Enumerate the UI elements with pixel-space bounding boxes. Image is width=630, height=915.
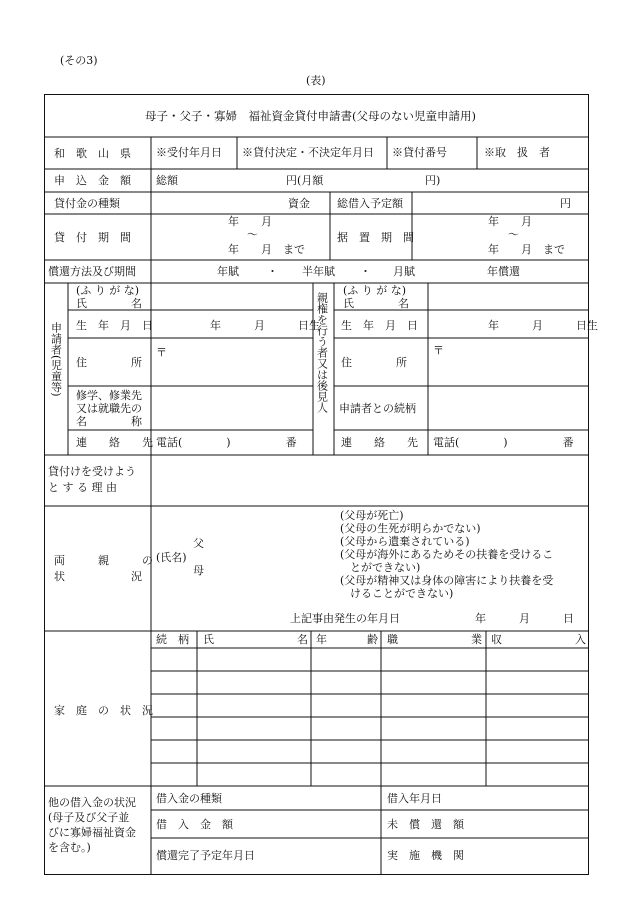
repay-method-label: 償還方法及び期間 [48,265,136,278]
guardian-birth-value: 年 月 日生 [488,319,598,332]
other-loans-label-2: (母子及び父子並 [48,811,130,824]
cause-unknown: (父母の生死が明らかでない) [340,522,481,535]
monthly-option: 月賦 [393,265,415,278]
loan-kind-label: 借入金の種類 [156,792,222,805]
occurrence-date-value: 年 月 日 [475,612,574,625]
prefecture-label: 和 歌 山 県 [54,147,131,160]
deferment-label: 据 置 期 間 [337,231,414,244]
handler-label: ※取 扱 者 [484,146,550,159]
dot-separator: ・ [360,265,371,278]
loan-type-label: 貸付金の種類 [54,197,120,210]
applicant-birth-label: 生 年 月 日 [76,319,153,332]
other-loans-label-4: を含む。) [48,841,91,854]
cause-disability-cont: けることができない) [350,587,454,600]
apply-amount-label: 申 込 金 額 [54,174,131,187]
form-number: (その3) [60,54,98,67]
family-header-name-1: 氏 [203,633,214,646]
defer-tilde: 〜 [508,228,519,241]
fund-label: 資金 [288,197,310,210]
received-date-label: ※受付年月日 [156,146,222,159]
family-header-age-1: 年 [316,633,327,646]
applicant-address-label: 住 所 [76,356,142,369]
applicant-name-label: 氏 名 [76,297,142,310]
parent-name-label: (氏名) [156,551,187,564]
school-label-2: 又は就職先の [76,402,142,415]
unpaid-amount-label: 未 償 還 額 [387,818,464,831]
loan-amount-label: 借 入 金 額 [156,818,233,831]
monthly-amount-label: 円(月額 [286,174,324,187]
other-loans-label-1: 他の借入金の状況 [48,796,136,809]
family-header-age-2: 齢 [367,633,378,646]
reason-label-1: 貸付けを受けよう [48,465,136,478]
defer-start: 年 月 [488,215,532,228]
total-amount-label: 総額 [156,174,178,187]
family-label: 家 庭 の 状 況 [54,704,153,717]
form-border [44,94,589,875]
planned-total-label: 総借入予定額 [337,197,403,210]
cause-abandoned: (父母から遺棄されている) [340,535,470,548]
family-header-income-1: 収 [491,633,502,646]
cause-overseas-cont: とができない) [350,561,421,574]
family-header-income-2: 入 [575,633,586,646]
applicant-furigana-label: (ふ り が な) [76,284,140,297]
relation-label: 申請者との続柄 [339,402,416,415]
period-end: 年 月 まで [228,243,305,256]
annual-option: 年賦 [217,265,239,278]
family-header-name-2: 名 [297,633,308,646]
yen-label: 円 [560,197,571,210]
form-title: 母子・父子・寡婦 福祉資金貸付申請書(父母のない児童申請用) [145,109,476,123]
applicant-contact-label: 連 絡 先 [76,436,153,449]
defer-end: 年 月 まで [488,243,565,256]
guardian-name-label: 氏 名 [343,297,409,310]
guardian-furigana-label: (ふ り が な) [343,284,407,297]
guardian-birth-label: 生 年 月 日 [341,319,418,332]
guardian-phone-label: 電話( ) 番 [433,436,574,449]
loan-period-label: 貸 付 期 間 [54,231,131,244]
father-label: 父 [193,537,204,550]
applicant-phone-label: 電話( ) 番 [156,436,297,449]
guardian-postal-mark: 〒 [433,344,444,357]
parents-label-2: 状 況 [54,570,142,583]
applicant-birth-value: 年 月 日生 [210,319,320,332]
other-loans-label-3: びに寡婦福祉資金 [48,826,136,839]
complete-date-label: 償還完了予定年月日 [156,849,255,862]
parents-label-1: 両 親 の [54,554,153,567]
cause-deceased: (父母が死亡) [340,509,404,522]
guardian-address-label: 住 所 [341,356,407,369]
yen-close-label: 円) [425,174,441,187]
side-label: (表) [306,74,326,87]
dot-separator: ・ [267,265,278,278]
applicant-side-label: 申請者(児童等) [49,322,63,397]
agency-label: 実 施 機 関 [387,849,464,862]
period-start: 年 月 [228,215,272,228]
occurrence-date-label: 上記事由発生の年月日 [290,612,400,625]
school-label-3: 名 称 [76,415,142,428]
applicant-postal-mark: 〒 [156,346,167,359]
loan-number-label: ※貸付番号 [392,146,447,159]
cause-overseas: (父母が海外にあるためその扶養を受けるこ [340,548,554,561]
cause-disability: (父母が精神又は身体の障害により扶養を受 [340,574,554,587]
repay-years-label: 年償還 [487,265,520,278]
school-label-1: 修学、修業先 [76,389,142,402]
family-header-job-2: 業 [471,633,482,646]
period-tilde: 〜 [247,228,258,241]
reason-label-2: と す る 理 由 [48,481,117,494]
family-header-relation: 続 柄 [156,633,189,646]
guardian-side-label: 親権を行う者又は後見人 [315,292,329,413]
guardian-contact-label: 連 絡 先 [341,436,418,449]
decision-date-label: ※貸付決定・不決定年月日 [242,146,374,159]
mother-label: 母 [193,564,204,577]
family-header-job-1: 職 [387,633,398,646]
loan-date-label: 借入年月日 [387,792,442,805]
half-year-option: 半年賦 [302,265,335,278]
